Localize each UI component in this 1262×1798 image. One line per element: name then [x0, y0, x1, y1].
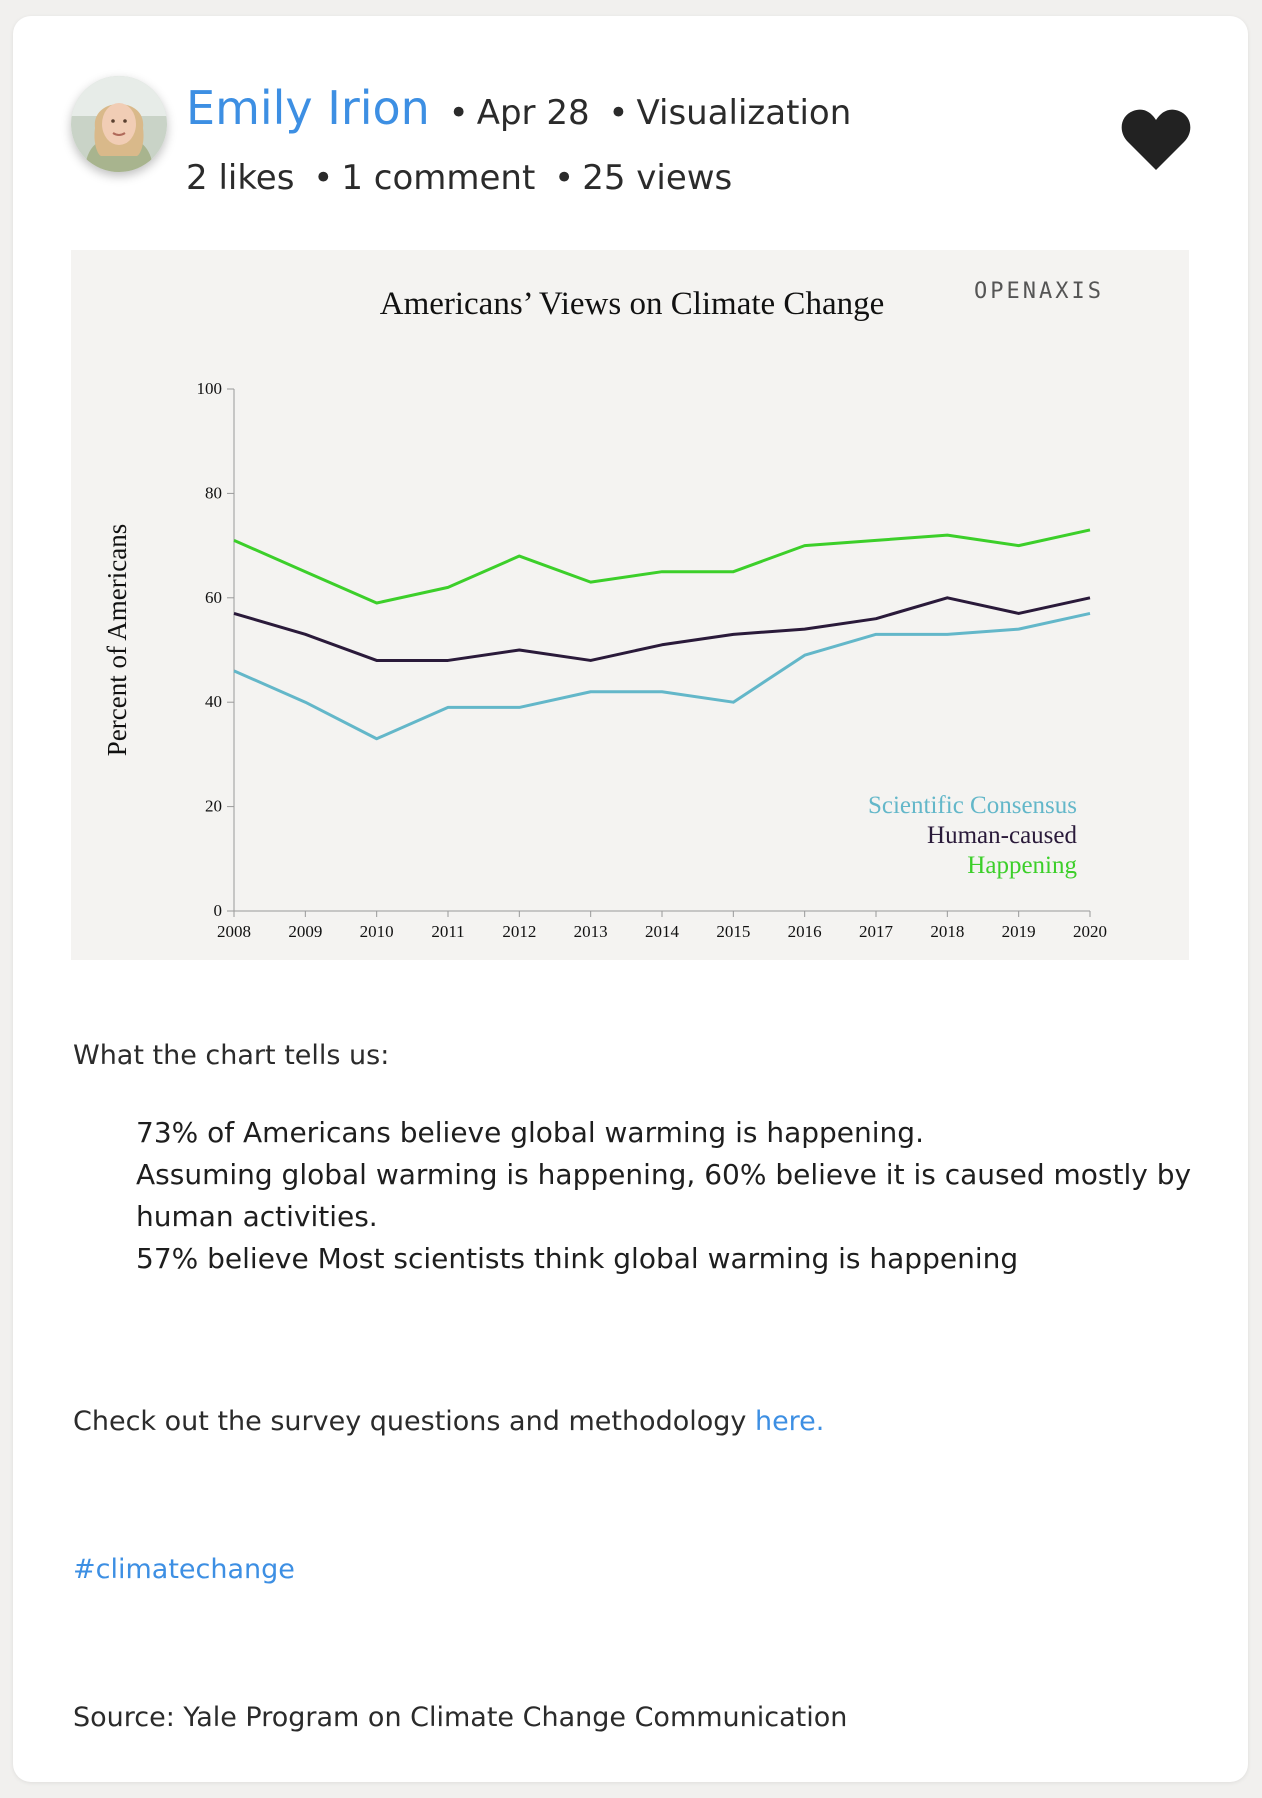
separator-dot: •	[313, 158, 334, 198]
x-tick-label: 2020	[1073, 922, 1107, 941]
avatar[interactable]	[71, 76, 167, 172]
heart-icon[interactable]	[1120, 108, 1192, 172]
x-tick-label: 2013	[573, 922, 608, 941]
x-tick-label: 2008	[217, 922, 251, 941]
post-card	[13, 16, 1248, 1782]
summary-point: Assuming global warming is happening, 60% believe it is caused mostly by human activities.	[136, 1158, 1192, 1233]
author-link[interactable]: Emily Irion	[186, 81, 430, 135]
line-chart	[71, 250, 1189, 960]
survey-link[interactable]: here.	[754, 1406, 825, 1437]
source-text: Source: Yale Program on Climate Change Communication	[73, 1702, 848, 1733]
brand-logo: OPENAXIS	[974, 279, 1104, 304]
post-stats	[186, 154, 732, 202]
y-tick-label: 0	[213, 901, 222, 920]
series-line-scientific-consensus	[234, 613, 1090, 738]
comments-count[interactable]: 1 comment	[341, 158, 536, 198]
chart-summary-intro: What the chart tells us:	[73, 1040, 390, 1071]
chart-title: Americans’ Views on Climate Change	[379, 286, 885, 322]
post-date: Apr 28	[476, 93, 590, 133]
survey-text: Check out the survey questions and methodology	[73, 1406, 755, 1437]
hashtag	[73, 1554, 295, 1585]
y-tick-label: 80	[205, 483, 222, 503]
y-tick-label: 40	[205, 692, 222, 712]
x-tick-label: 2009	[288, 922, 323, 941]
y-tick-label: 100	[196, 379, 222, 398]
x-tick-label: 2019	[1001, 922, 1036, 941]
x-tick-label: 2011	[431, 922, 465, 941]
survey-note	[73, 1406, 824, 1437]
x-tick-label: 2015	[716, 922, 751, 941]
x-tick-label: 2014	[645, 922, 679, 941]
likes-count: 2 likes	[186, 158, 295, 198]
y-tick-label: 20	[205, 796, 222, 816]
x-tick-label: 2018	[930, 922, 965, 941]
x-tick-label: 2016	[787, 922, 822, 941]
separator-dot: •	[554, 158, 575, 198]
chart-container	[71, 250, 1189, 960]
legend-entry: Happening	[967, 852, 1077, 879]
series-line-human-caused	[234, 598, 1090, 661]
post-category[interactable]: Visualization	[636, 93, 852, 133]
chart-summary-list	[136, 1112, 1196, 1280]
hashtag-link[interactable]: #climatechange	[73, 1554, 295, 1585]
y-tick-label: 60	[205, 587, 222, 607]
views-count: 25 views	[582, 158, 733, 198]
separator-dot: •	[448, 93, 469, 133]
post-meta-primary	[186, 78, 851, 143]
series-line-happening	[234, 530, 1090, 603]
y-axis-label: Percent of Americans	[102, 523, 132, 757]
summary-point: 73% of Americans believe global warming is happening.	[136, 1116, 924, 1149]
legend-entry: Scientific Consensus	[867, 792, 1077, 819]
separator-dot: •	[608, 93, 629, 133]
legend-entry: Human-caused	[927, 822, 1077, 849]
x-tick-label: 2010	[359, 922, 394, 941]
summary-point: 57% believe Most scientists think global warming is happening	[136, 1242, 1019, 1275]
x-tick-label: 2017	[859, 922, 893, 941]
x-tick-label: 2012	[502, 922, 537, 941]
